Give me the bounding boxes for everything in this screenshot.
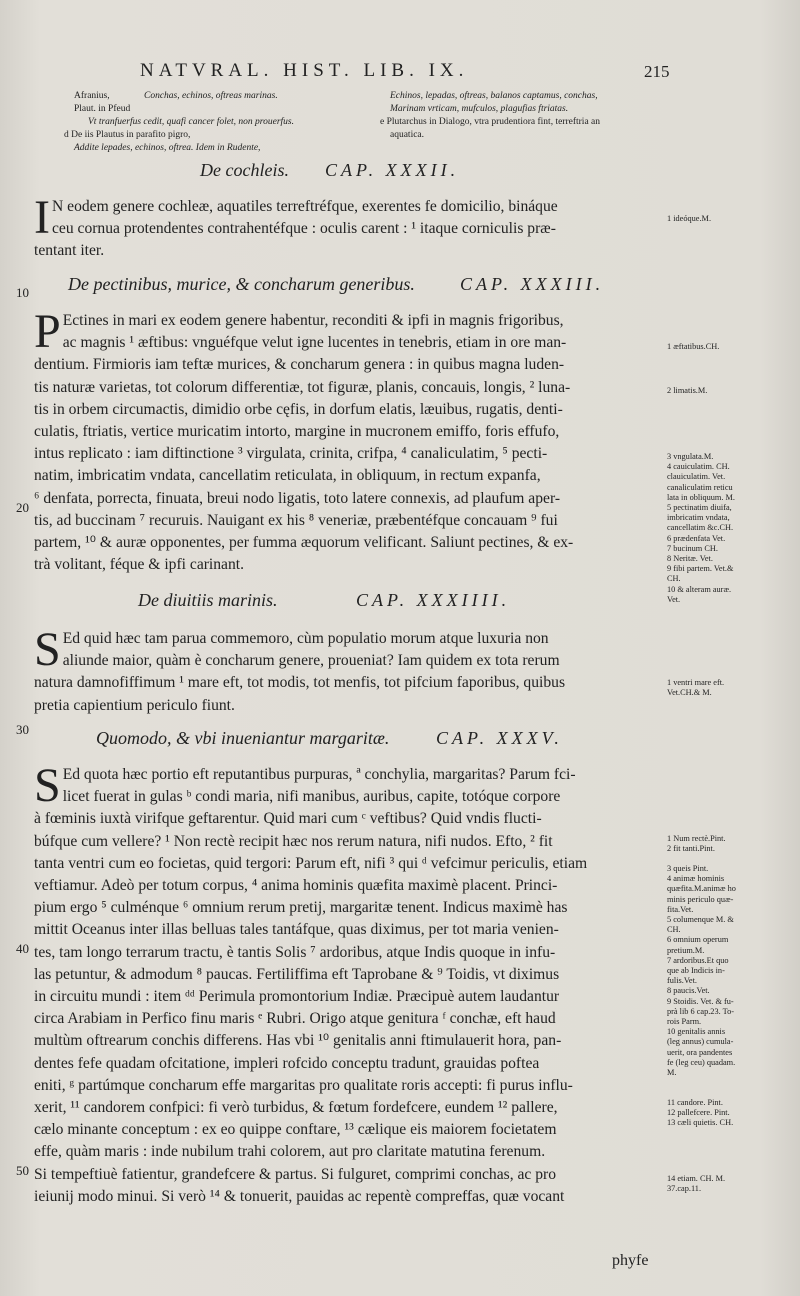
margin-note-line: CH.: [667, 574, 681, 584]
margin-note-line: uerit, ora pandentes: [667, 1047, 733, 1057]
text-line: Ed quid hæc tam parua commemoro, cùm populatio morum atque luxuria non: [62, 630, 549, 647]
text-line: Ectines in mari ex eodem genere habentur, reconditi & ipfi in magnis frigoribus,: [62, 312, 564, 329]
margin-note-line: 13 cæli quietis. CH.: [667, 1118, 734, 1128]
chapter-number: CAP. XXXV.: [436, 728, 563, 748]
text-line: eniti, ᵍ partúmque concharum effe margaritas pro qualitate roris accepti: fi purus influ-: [34, 1076, 573, 1094]
margin-note: [667, 214, 795, 224]
margin-note-line: 2 limatis.M.: [667, 386, 708, 395]
margin-note-line: 6 prædenfata Vet.: [667, 533, 726, 543]
text-line: ceu cornua protendentes contrahentéfque : oculis carent : ¹ itaque corniculis præ-: [51, 220, 556, 238]
text-line: culatis, ftriatis, vertice muricatim intorto, margine in mucronem emiffo, foris effufo,: [34, 423, 560, 441]
text-line: cælo minante conceptum : ex eo quippe conftare, ¹³ cælique eis maiorem focietatem: [34, 1121, 557, 1139]
text-line: aliunde maior, quàm è concharum genere, proueniat? Iam quidem ex tota rerum: [62, 652, 560, 670]
chapter-heading: [96, 728, 563, 749]
text-line: natim, imbricatim vndata, cancellatim reticulata, in obliquum, in rectum expanfa,: [34, 467, 541, 485]
text-line: Ed quota hæc portio eft reputantibus purpuras, ª conchylia, margaritas? Parum fci-: [62, 766, 576, 783]
margin-note-line: (leg annus) cumula-: [667, 1037, 734, 1047]
margin-note-line: 1 ideóque.M.: [667, 214, 712, 223]
drop-cap: P: [34, 305, 61, 358]
top-note-source: e Plutarchus in Dialogo, vtra prudentiora fint, terreftria an: [380, 117, 601, 127]
margin-note-line: 3 queis Pint.: [667, 864, 709, 873]
top-note-source: Afranius,: [74, 91, 110, 101]
margin-note-line: 8 Neritæ. Vet.: [667, 554, 713, 564]
text-line: tentant iter.: [34, 242, 105, 260]
chapter-title: Quomodo, & vbi inueniantur margaritæ.: [96, 728, 390, 748]
margin-note-line: fulis.Vet.: [667, 976, 697, 986]
margin-note-line: 9 Stoidis. Vet. & fu-: [667, 996, 734, 1006]
margin-note-line: pretium.M.: [667, 945, 705, 955]
margin-note-line: cancellatim &c.CH.: [667, 523, 734, 533]
text-line: dentes fefe quadam ofcitatione, impleri rofcido conceptu tradunt, grauidas poftea: [34, 1054, 540, 1072]
top-note-source: aquatica.: [390, 130, 425, 140]
chapter-title: De pectinibus, murice, & concharum generibus.: [68, 274, 415, 294]
text-line: las petuntur, & admodum ⁸ paucas. Fertiliffima eft Taprobane & ⁹ Toidis, vt diximus: [34, 965, 560, 983]
margin-note-line: 14 etiam. CH. M.: [667, 1174, 726, 1183]
margin-note: [667, 386, 795, 396]
text-line: xerit, ¹¹ candorem confpici: fi verò turbidus, & fœtum fordefcere, eundem ¹² pallere,: [34, 1099, 558, 1117]
text-line: circa Arabiam in Perfico finu maris ᵉ Rubri. Origo atque genitura ᶠ conchæ, eft haud: [34, 1010, 556, 1028]
text-line: ac magnis ¹ æftibus: vnguéfque velut igne lucentes in tenebris, etiam in ore man-: [62, 334, 567, 352]
margin-note-line: 10 & alteram auræ.: [667, 584, 732, 594]
margin-note: [667, 1098, 795, 1129]
margin-note-line: Vet.: [667, 594, 681, 604]
margin-note-line: fe (leg ceu) quadam.: [667, 1057, 736, 1067]
text-line: in circuitu mundi : item ᵈᵈ Perimula promontorium Indiæ. Præcipuè autem laudantur: [34, 988, 560, 1006]
text-line: ⁶ denfata, porrecta, finuata, breui nodo ligatis, toto latere connexis, ad plaufum aper-: [34, 489, 561, 507]
margin-note-line: prà lib 6 cap.23. To-: [667, 1006, 735, 1016]
text-line: N eodem genere cochleæ, aquatiles terreftréfque, exerentes fe domicilio, bináque: [51, 198, 558, 215]
chapter-text: [34, 305, 660, 576]
margin-note-line: 4 animæ hominis: [667, 874, 725, 884]
chapter-number: CAP. XXXIIII.: [356, 590, 511, 610]
line-number: 30: [16, 722, 29, 737]
drop-cap: S: [34, 623, 61, 676]
margin-note-line: 7 bucinum CH.: [667, 543, 718, 553]
margin-note: [667, 678, 795, 698]
top-notes-right: [380, 90, 665, 142]
text-line: mittit Oceanus inter illas belluas tales tantáfque, quas diximus, per tot maria venien-: [34, 921, 559, 939]
text-line: licet fuerat in gulas ᵇ condi maria, nifi manibus, auribus, capite, totóque corpore: [62, 788, 561, 806]
chapter-heading: [68, 274, 605, 295]
margin-note: [667, 342, 795, 352]
text-line: effe, quàm maris : inde nubilum trahi colorem, aut pro claritate matutina ferenum.: [34, 1143, 546, 1161]
text-line: partem, ¹⁰ & auræ opponentes, per fumma æquorum velificant. Saliunt pectines, & ex-: [34, 534, 574, 552]
margin-note-line: 10 genitalis annis: [667, 1027, 726, 1037]
chapter-text: [34, 759, 660, 1208]
chapter-title: De cochleis.: [200, 160, 289, 180]
text-line: à fœminis iuxtà virifque geftarentur. Quid mari cum ᶜ veftibus? Quid vndis flucti-: [34, 810, 542, 828]
margin-note-line: 5 columenque M. &: [667, 915, 734, 925]
margin-note-line: 1 Num rectè.Pint.: [667, 834, 726, 843]
text-line: dentium. Firmioris iam teftæ murices, & concharum genera : in quibus magna luden-: [34, 356, 565, 374]
chapter-text: [34, 191, 660, 263]
top-note-quote: Vt tranfuerfus cedit, quafi cancer folet, non prouerfus.: [88, 117, 294, 127]
chapter-heading: [200, 160, 460, 181]
top-note-quote: Echinos, lepadas, oftreas, balanos captamus, conchas,: [390, 91, 598, 101]
text-line: tis naturæ varietas, tot colorum differentiæ, tot figuræ, planis, concauis, longis, ² luna-: [34, 378, 571, 396]
chapter-number: CAP. XXXIII.: [460, 274, 605, 294]
text-line: pium ergo ⁵ culménque ⁶ omnium rerum pretij, margaritæ tenent. Indicus maximè has: [34, 899, 568, 917]
text-line: tes, tam longo terrarum tractu, è tantis Solis ⁷ ardoribus, atque Indis quoque in infu-: [34, 943, 556, 961]
top-note-quote: Addite lepades, echinos, oftrea. Idem in Rudente,: [74, 143, 261, 153]
text-line: Si tempeftiuè fatientur, grandefcere & partus. Si fulguret, comprimi conchas, ac pro: [34, 1165, 557, 1183]
margin-note-line: 3 vngulata.M.: [667, 452, 714, 461]
chapter-text: [34, 623, 660, 717]
text-line: tanta ventri cum eo focietas, quid tergori: Parum eft, nifi ³ qui ᵈ vefcimur periculis, etiam: [34, 854, 588, 872]
text-line: tis in orbem circumactis, dimidio orbe cęfis, in dorfum elatis, læuibus, rugatis, denti-: [34, 400, 563, 418]
top-note-source: d De iis Plautus in parafito pigro,: [64, 130, 191, 140]
margin-note-line: 37.cap.11.: [667, 1184, 702, 1194]
margin-note-line: 12 pallefcere. Pint.: [667, 1108, 730, 1118]
top-note-quote: Marinam vrticam, mufculos, plagufias ftriatas.: [390, 104, 569, 114]
margin-note-line: 1 ventri mare eft.: [667, 678, 725, 687]
text-line: pretia capientium periculo fiunt.: [34, 696, 235, 714]
margin-note-line: 9 fibi partem. Vet.&: [667, 564, 734, 574]
top-notes-left: [64, 90, 344, 155]
text-line: multùm oftrearum conchis differens. Has vbi ¹⁰ genitalis anni ftimulauerit hora, pan-: [34, 1032, 562, 1050]
margin-note-line: 2 fit tanti.Pint.: [667, 844, 715, 854]
line-number: 10: [16, 285, 29, 300]
text-line: natura damnofiffimum ¹ mare eft, tot modis, tot menfis, tot pifcium faporibus, quibus: [34, 674, 566, 692]
margin-note-line: 5 pectinatim diuifa,: [667, 503, 732, 513]
margin-note-line: CH.: [667, 925, 681, 935]
margin-note-line: minis periculo quæ-: [667, 894, 734, 904]
chapter-title: De diuitiis marinis.: [138, 590, 278, 610]
margin-note-line: 8 paucis.Vet.: [667, 986, 710, 996]
margin-note: [667, 452, 795, 605]
margin-note-line: imbricatim vndata,: [667, 513, 730, 523]
margin-note-line: lata in obliquum. M.: [667, 492, 735, 502]
margin-note-line: 7 ardoribus.Et quo: [667, 955, 729, 965]
margin-note-line: 1 æftatibus.CH.: [667, 342, 720, 351]
margin-note-line: 11 candore. Pint.: [667, 1098, 723, 1107]
line-number: 50: [16, 1163, 29, 1178]
chapter-heading: [138, 590, 511, 611]
line-number: 20: [16, 500, 29, 515]
running-title: NATVRAL. HIST. LIB. IX.: [140, 60, 469, 81]
margin-note-line: canaliculatim reticu: [667, 482, 733, 492]
text-line: veftiamur. Adeò per totum corpus, ⁴ anima hominis quæfita maximè placent. Princi-: [34, 877, 558, 895]
margin-note-line: fita.Vet.: [667, 904, 694, 914]
margin-note-line: que ab Indicis in-: [667, 966, 725, 976]
margin-note-line: M.: [667, 1068, 677, 1078]
text-line: trà volitant, féque & ipfi carinant.: [34, 556, 245, 574]
margin-note: [667, 1174, 795, 1194]
margin-note-line: clauiculatim. Vet.: [667, 472, 726, 482]
margin-note-line: Vet.CH.& M.: [667, 688, 712, 698]
top-note-quote: Conchas, echinos, oftreas marinas.: [144, 91, 278, 101]
margin-note-line: rois Parm.: [667, 1017, 702, 1027]
margin-note: [667, 834, 795, 854]
margin-note-line: 4 cauiculatim. CH.: [667, 462, 730, 472]
margin-note-line: quæfita.M.animæ ho: [667, 884, 736, 894]
text-line: tis, ad buccinam ⁷ recuruis. Nauigant ex his ⁸ veneriæ, præbentéfque concauam ⁹ fui: [34, 511, 558, 529]
line-number: 40: [16, 941, 29, 956]
margin-note-line: 6 omnium operum: [667, 935, 729, 945]
chapter-number: CAP. XXXII.: [325, 160, 460, 180]
text-line: ieiunij modo minui. Si verò ¹⁴ & tonuerit, pauidas ac repentè compreffas, quæ vocant: [34, 1187, 565, 1205]
text-line: intus replicato : iam diftinctione ³ virgulata, crinita, crifpa, ⁴ canaliculatim, ⁵ pecti-: [34, 445, 548, 463]
drop-cap: S: [34, 759, 61, 812]
margin-note: [667, 864, 795, 1078]
page-number: 215: [644, 62, 670, 81]
text-line: búfque cum vellere? ¹ Non rectè recipit hæc nos rerum natura, nifi nudos. Efto, ² fit: [34, 832, 553, 850]
top-note-source: Plaut. in Pfeud: [74, 104, 131, 114]
drop-cap: I: [34, 191, 50, 244]
catchword: phyfe: [612, 1252, 649, 1269]
